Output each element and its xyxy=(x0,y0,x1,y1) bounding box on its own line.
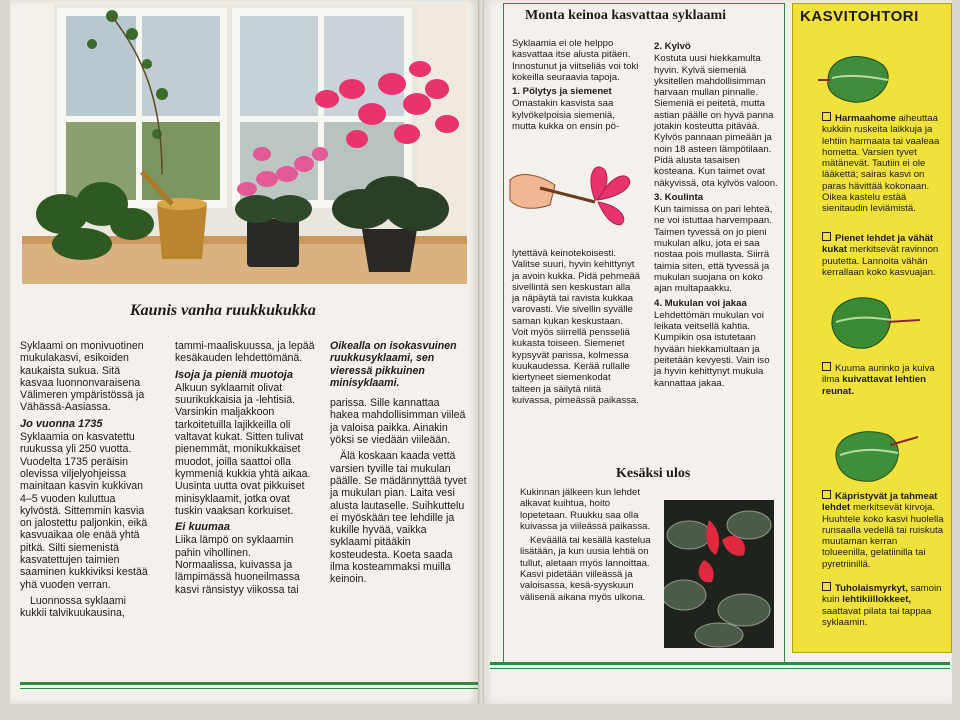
doctor-body: saattavat pilata tai tappaa syklaamin. xyxy=(822,605,932,628)
summer-column xyxy=(520,487,660,606)
doctor-body: merkitsevät ravinnon puutetta. Lannoita vähän kerrallaan koko kasvuajan. xyxy=(822,244,939,278)
paragraph: Älä koskaan kaada vettä varsien tyville tai mukulan päälle. Se mädännyttää tyvet ja mukulan pian. Laita vesi alusta lautaselle. Suihkuttelu ei myöskään tee lehdille ja kukille hyvää, vaikka syklaami pitääkin kosteudesta. Koeta saada ilma kosteammaksi muilla keinoin. xyxy=(330,450,467,586)
doctor-text xyxy=(822,490,944,570)
intro-paragraph: Syklaamia ei ole helppo kasvattaa itse alusta pitäen. Innostunut ja viitseliäs voi toki kokeilla seuraavia tapoja. xyxy=(512,38,639,83)
leaf-illustration xyxy=(822,290,922,360)
doctor-text xyxy=(822,232,944,278)
leaf-illustration xyxy=(828,425,923,492)
doctor-text xyxy=(822,362,944,397)
intro-paragraph: Syklaami on monivuotinen mukulakasvi, esikoiden kaukaista sukua. Sitä kasvaa luonnonvaraisena Välimeren ympäristössä ja Vähässä-Aasiassa. xyxy=(20,340,145,414)
left-heading: Kaunis vanha ruukkukukka xyxy=(130,302,316,319)
methods-column-a xyxy=(512,38,640,135)
cyclamen-photo xyxy=(664,500,774,648)
paragraph: Liika lämpö on syklaamin pahin vihollinen. Normaalissa, kuivassa ja lämpimässä huoneilmassa kasvi ränsistyy viikossa tai xyxy=(175,534,300,596)
plant-doctor-title: KASVITOHTORI xyxy=(800,8,919,25)
checkbox-square-icon xyxy=(822,112,831,121)
doctor-body: samoin kuin xyxy=(822,583,942,606)
doctor-text xyxy=(822,112,944,215)
subheading-sizes: Isoja ja pieniä muotoja xyxy=(175,368,293,381)
doctor-item-2 xyxy=(822,232,944,281)
paragraph: Luonnossa syklaami kukkii talvikuukausina, xyxy=(20,594,126,620)
footer-rule-left xyxy=(20,682,478,685)
summer-heading: Kesäksi ulos xyxy=(616,466,691,481)
window-photo xyxy=(22,4,467,284)
doctor-item-1 xyxy=(822,112,944,218)
doctor-item-3 xyxy=(822,362,944,400)
subheading-no-heat: Ei kuumaa xyxy=(175,521,231,534)
paragraph: Syklaamia on kasvatettu ruukussa yli 250 vuotta. Vuodelta 1735 peräisin olevissa viljelyohjeissa mainitaan kasvin kukkivan 4–5 vuoden kuluttua kylvöstä. Sittemmin kasvia on jalostettu paljonkin, eikä kasvuaikaa ole enää yhtä pitkä. Silti siemenistä kasvatettujen taimien saaminen kukkiviksi kestää yhä vuoden verran. xyxy=(20,431,148,591)
paragraph: Omastakin kasvista saa kylvökelpoisia siemeniä, mutta kukka on ensin pö- xyxy=(512,98,620,133)
paragraph: Kukinnan jälkeen kun lehdet alkavat kuihtua, hoito lopetetaan. Ruukku saa olla kuivassa ja viileässä paikassa. xyxy=(520,487,651,532)
step-1-title: 1. Pölytys ja siemenet xyxy=(512,86,612,98)
paragraph: Keväällä tai kesällä kastelua lisätään, ja kun uusia lehtiä on tullut, aletaan myös lannoittaa. Kasvi pidetään viileässä ja valoisassa, kesä-syyskuun välisenä aikana myös ulkona. xyxy=(520,535,651,603)
checkbox-square-icon xyxy=(822,362,831,371)
doctor-bold: Käpristyvät ja tahmeat lehdet xyxy=(822,491,938,514)
paragraph: Kostuta uusi hiekkamulta hyvin. Kylvä siemeniä yksitellen mahdollisimman harvaan mullan pinnalle. Siemeniä ei peitetä, mutta astian päälle on hyvä panna jotakin kosteutta pitävää. Kylvös pannaan pimeään ja noin 18 asteen lämpötilaan. Pidä alusta tasaisen kosteana. Kun taimet ovat näkyvissä, ota kylvös valoon. xyxy=(654,53,778,189)
doctor-bold: Tuholaismyrkyt, xyxy=(835,583,908,594)
paragraph: tammi-maaliskuussa, ja lepää kesäkauden lehdettömänä. xyxy=(175,340,315,365)
step-4-title: 4. Mukulan voi jakaa xyxy=(654,297,747,309)
paragraph: parissa. Sille kannattaa hakea mahdollisimman viileä ja valoisa paikka. Ainakin yöksi se viedään viileään. xyxy=(330,397,466,447)
right-heading: Monta keinoa kasvattaa syklaami xyxy=(525,8,727,23)
pollination-illustration xyxy=(500,150,640,240)
doctor-text xyxy=(822,582,944,628)
paragraph: Alkuun syklaamit olivat suurikukkaisia ja -lehtisiä. Varsinkin maljakkoon tarkoitetuilla lajikkeilla oli valtavat kukat. Sitten tulivat pienemmät, monikukkaiset muodot, joilla saattoi olla kymmeniä kukkia yhtä aikaa. Uusinta uutta ovat pikkuiset minisyklaamit, jotka ovat tuskin vaaksan korkuiset. xyxy=(175,381,311,517)
doctor-bold: kuivattavat lehtien reunat. xyxy=(822,374,926,397)
checkbox-square-icon xyxy=(822,582,831,591)
left-column-1 xyxy=(20,340,150,624)
subheading-1735: Jo vuonna 1735 xyxy=(20,417,103,430)
book-gutter xyxy=(478,0,484,704)
step-3-title: 3. Koulinta xyxy=(654,191,704,203)
methods-column-a2 xyxy=(512,248,640,409)
footer-rule-left-thin xyxy=(20,688,478,689)
step-2-title: 2. Kylvö xyxy=(654,41,691,52)
footer-rule-right-thin xyxy=(490,668,950,669)
doctor-bold: Pienet lehdet ja vähät kukat xyxy=(822,233,934,256)
doctor-item-5 xyxy=(822,582,944,631)
photo-caption: Oikealla on isokasvuinen ruukkusyklaami, sen vieressä pikkuinen minisyklaami. xyxy=(330,340,457,389)
doctor-item-4 xyxy=(822,490,944,573)
paragraph: lytettävä keinotekoisesti. Valitse suuri, hyvin kehittynyt ja avoin kukka. Pidä pehmeää sivellintä sen keskustan alla ja näpäytä tai ravista kukkaa varovasti. Vie sivellin syvälle saman kukan keskustaan. Voit myös siirrellä pensseliä kukasta toiseen. Siemenet kypsyvät parissa, kolmessa kuukaudessa. Kerää rullalle kiertyneet siemenkodat talteen ja säilytä niitä kuivassa, pimeässä paikassa. xyxy=(512,248,640,406)
doctor-bold: lehtikiillokkeet, xyxy=(842,594,912,606)
checkbox-square-icon xyxy=(822,490,831,499)
checkbox-square-icon xyxy=(822,232,831,241)
doctor-body: Kuuma aurinko ja kuiva ilma xyxy=(822,363,935,386)
leaf-illustration xyxy=(818,50,898,115)
doctor-bold: Harmaahome xyxy=(835,113,896,124)
doctor-body: aiheuttaa kukkiin ruskeita laikkuja ja lehtiin harmaata tai vaaleaa hometta. Varsien tyvet mätänevät. Tautiin ei ole lääkettä; sairas kasvi on paras hävittää kokonaan. Oikea kastelu estää sienitaudin leviämistä. xyxy=(822,113,940,215)
methods-column-b xyxy=(654,38,778,392)
left-column-2 xyxy=(175,340,315,600)
paragraph: Kun taimissa on pari lehteä, ne voi istuttaa harvempaan. Taimen tyvessä on jo pieni mukulan alku, jota ei saa nostaa pois mullasta. Siirrä taimia siten, että tyvessä ja mukulan suojana on koko ajan multapaakku. xyxy=(654,204,773,295)
footer-rule-right xyxy=(490,662,950,665)
doctor-body: merkitsevät kirvoja. Huuhtele koko kasvi huolella runsaalla vedellä tai ruiskuta muutaman kerran tolueenilla, gelatiinilla tai pyretriinillä. xyxy=(822,502,944,570)
left-column-3 xyxy=(330,340,470,590)
paragraph: Lehdettömän mukulan voi leikata veitsellä kahtia. Kumpikin osa istutetaan hyvään hiekkamultaan ja peitetään kevyesti. Vain iso ja hyvin kehittynyt mukula kannattaa jakaa. xyxy=(654,309,770,389)
